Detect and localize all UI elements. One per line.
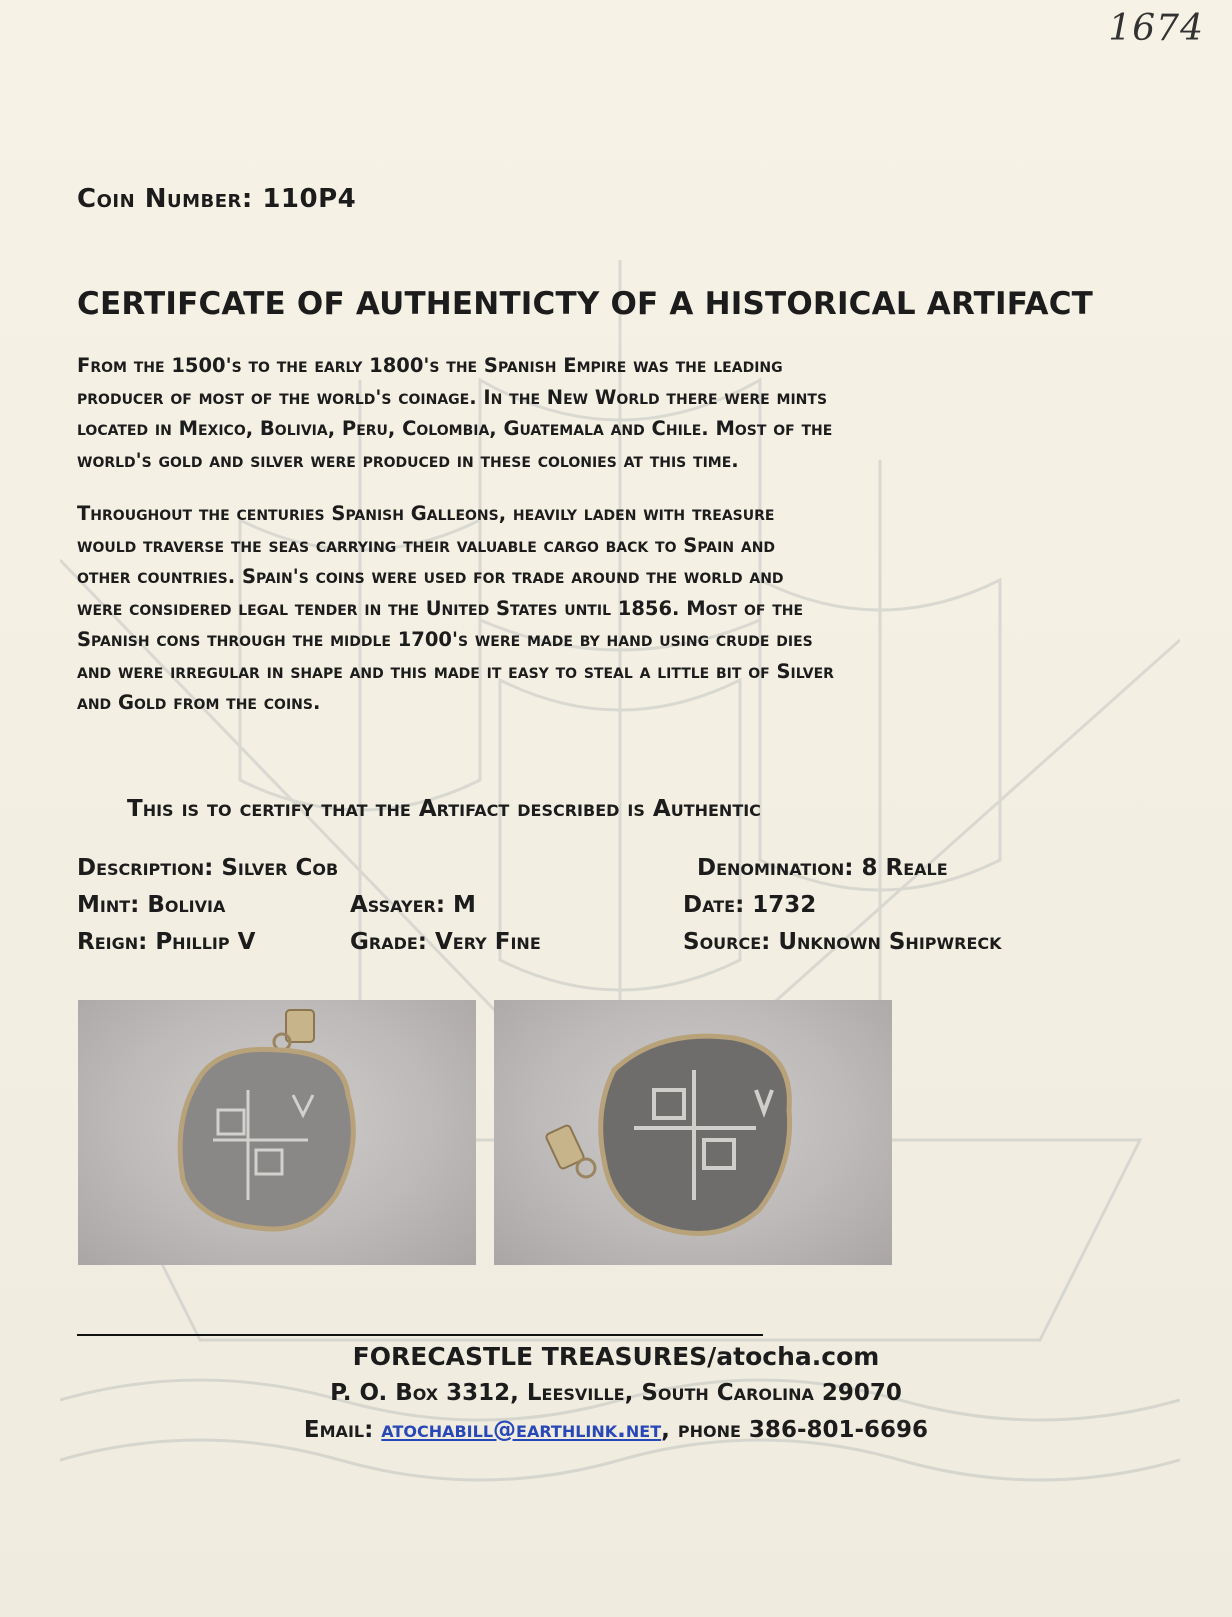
coin-pendant-image [494, 1000, 892, 1265]
paragraph-line: were considered legal tender in the United States until 1856. Most of the [77, 596, 804, 620]
paragraph-line: and were irregular in shape and this made it easy to steal a little bit of Silver [77, 659, 834, 683]
paragraph-line: Spanish cons through the middle 1700's were made by hand using crude dies [77, 628, 813, 651]
company-name-text: FORECASTLE TREASURES/atocha.com [352, 1342, 880, 1371]
history-paragraph-2 [77, 498, 1187, 719]
paragraph-line: world's gold and silver were produced in these colonies at this time. [77, 448, 739, 472]
paragraph-line: From the 1500's to the early 1800's the Spanish Empire was the leading [77, 354, 783, 377]
date-field: Date: 1732 [683, 892, 817, 918]
certificate-title: CERTIFCATE OF AUTHENTICTY OF A HISTORICAL ARTIFACT [77, 286, 1094, 322]
coin-number-label: Coin Number: [77, 184, 253, 214]
coin-number-value: 110P4 [262, 184, 357, 214]
denomination-field: Denomination: 8 Reale [697, 855, 948, 881]
mint-field: Mint: Bolivia [77, 892, 226, 918]
history-paragraph-1 [77, 350, 1187, 476]
description-field: Description: Silver Cob [77, 855, 339, 881]
assayer-field: Assayer: M [350, 892, 476, 918]
contact-line [0, 1417, 1232, 1443]
email-link[interactable]: atochabill@earthlink.net [381, 1417, 662, 1443]
paragraph-line: would traverse the seas carrying their valuable cargo back to Spain and [77, 533, 776, 557]
reign-field: Reign: Phillip V [77, 929, 256, 955]
phone-text: , phone 386-801-6696 [661, 1417, 929, 1443]
paragraph-line: other countries. Spain's coins were used for trade around the world and [77, 565, 784, 588]
paragraph-line: producer of most of the world's coinage. In the New World there were mints [77, 385, 828, 409]
coin-number [77, 184, 356, 214]
paragraph-line: located in Mexico, Bolivia, Peru, Colombia, Guatemala and Chile. Most of the [77, 417, 833, 440]
source-field: Source: Unknown Shipwreck [683, 929, 1002, 955]
email-label: Email: [303, 1417, 382, 1443]
coin-pendant-image [78, 1000, 476, 1265]
coin-photo-obverse [78, 1000, 476, 1265]
signature-rule [77, 1334, 763, 1336]
coin-photo-reverse [494, 1000, 892, 1265]
paragraph-line: Throughout the centuries Spanish Galleons, heavily laden with treasure [77, 502, 775, 525]
handwritten-number: 1674 [1108, 8, 1204, 49]
grade-field: Grade: Very Fine [350, 929, 541, 955]
company-address: P. O. Box 3312, Leesville, South Carolina 29070 [330, 1380, 902, 1406]
company-name [0, 1342, 1232, 1371]
certify-statement: This is to certify that the Artifact described is Authentic [127, 796, 761, 822]
paragraph-line: and Gold from the coins. [77, 691, 321, 714]
